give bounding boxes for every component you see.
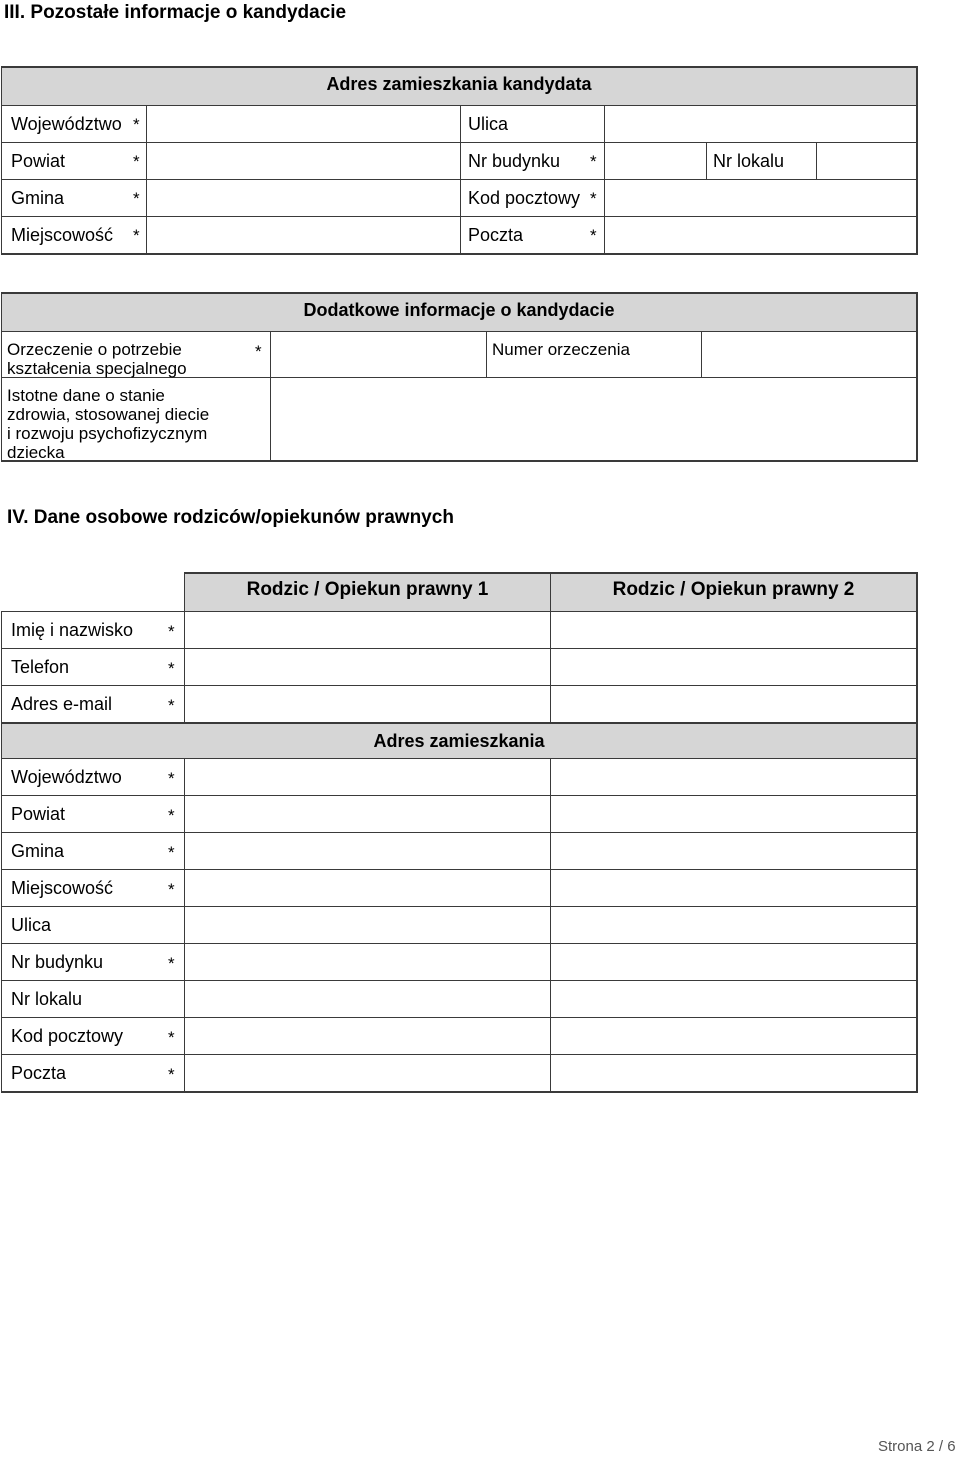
input-kod-pocztowy[interactable] [605, 180, 916, 216]
required-mark: * [168, 843, 175, 862]
input-miejscowosc[interactable] [147, 217, 460, 253]
parent-2-poczta-input[interactable] [551, 1055, 916, 1091]
label-poczta: Poczta [468, 225, 524, 245]
parent-1-powiat-input[interactable] [185, 796, 550, 832]
parent-1-telefon-input[interactable] [185, 649, 550, 685]
input-orzeczenie[interactable] [271, 332, 486, 377]
input-nr-lokalu[interactable] [817, 143, 916, 179]
parent-2-imie-input[interactable] [551, 612, 916, 648]
input-nr-budynku[interactable] [605, 143, 706, 179]
input-powiat[interactable] [147, 143, 460, 179]
input-ulica[interactable] [605, 106, 916, 142]
parent-1-kod-pocztowy-input[interactable] [185, 1018, 550, 1054]
required-mark: * [133, 115, 140, 134]
label-powiat-parent: Powiat [11, 804, 66, 824]
label-wojewodztwo-parent: Województwo [11, 767, 122, 787]
parent-1-ulica-input[interactable] [185, 907, 550, 943]
label-email: Adres e-mail [11, 694, 113, 714]
parent-2-ulica-input[interactable] [551, 907, 916, 943]
parent-2-kod-pocztowy-input[interactable] [551, 1018, 916, 1054]
section-4-title: IV. Dane osobowe rodziców/opiekunów prawnych [7, 507, 454, 528]
section-3-title: III. Pozostałe informacje o kandydacie [4, 2, 347, 23]
required-mark: * [168, 622, 175, 641]
candidate-address-header: Adres zamieszkania kandydata [326, 74, 592, 94]
parent-1-header: Rodzic / Opiekun prawny 1 [246, 579, 489, 600]
label-gmina-parent: Gmina [11, 841, 65, 861]
parent-1-gmina-input[interactable] [185, 833, 550, 869]
label-poczta-parent: Poczta [11, 1063, 67, 1083]
required-mark: * [590, 226, 597, 245]
required-mark: * [590, 152, 597, 171]
label-nr-lokalu: Nr lokalu [713, 151, 785, 171]
parents-address-header: Adres zamieszkania [373, 731, 545, 751]
label-kod-pocztowy-parent: Kod pocztowy [11, 1026, 124, 1046]
required-mark: * [168, 769, 175, 788]
label-kod-pocztowy: Kod pocztowy [468, 188, 581, 208]
label-istotne-line2: zdrowia, stosowanej diecie [7, 405, 210, 424]
additional-info-header: Dodatkowe informacje o kandydacie [303, 300, 615, 320]
label-powiat: Powiat [11, 151, 66, 171]
label-telefon: Telefon [11, 657, 70, 677]
label-nr-lokalu-parent: Nr lokalu [11, 989, 83, 1009]
label-numer-orzeczenia: Numer orzeczenia [492, 340, 630, 359]
parent-1-poczta-input[interactable] [185, 1055, 550, 1091]
required-mark: * [168, 696, 175, 715]
required-mark: * [168, 1065, 175, 1084]
label-istotne-line4: dziecka [7, 443, 65, 462]
parent-1-nr-budynku-input[interactable] [185, 944, 550, 980]
input-wojewodztwo[interactable] [147, 106, 460, 142]
parent-1-nr-lokalu-input[interactable] [185, 981, 550, 1017]
parent-1-miejscowosc-input[interactable] [185, 870, 550, 906]
label-gmina: Gmina [11, 188, 65, 208]
parent-2-miejscowosc-input[interactable] [551, 870, 916, 906]
label-imie-nazwisko: Imię i nazwisko [11, 620, 134, 640]
required-mark: * [168, 1028, 175, 1047]
required-mark: * [133, 226, 140, 245]
parent-2-nr-budynku-input[interactable] [551, 944, 916, 980]
required-mark: * [133, 152, 140, 171]
label-miejscowosc-parent: Miejscowość [11, 878, 114, 898]
parent-1-imie-input[interactable] [185, 612, 550, 648]
input-gmina[interactable] [147, 180, 460, 216]
label-ulica: Ulica [468, 114, 509, 134]
label-wojewodztwo: Województwo [11, 114, 122, 134]
parent-2-header: Rodzic / Opiekun prawny 2 [612, 579, 855, 600]
label-orzeczenie-line2: kształcenia specjalnego [7, 359, 187, 378]
required-mark: * [168, 806, 175, 825]
parent-2-powiat-input[interactable] [551, 796, 916, 832]
parent-2-nr-lokalu-input[interactable] [551, 981, 916, 1017]
label-miejscowosc: Miejscowość [11, 225, 114, 245]
label-istotne-line3: i rozwoju psychofizycznym [7, 424, 208, 443]
required-mark: * [133, 189, 140, 208]
label-istotne-line1: Istotne dane o stanie [7, 386, 165, 405]
label-nr-budynku-parent: Nr budynku [11, 952, 104, 972]
required-mark: * [590, 189, 597, 208]
parent-2-wojewodztwo-input[interactable] [551, 759, 916, 795]
required-mark: * [168, 880, 175, 899]
label-orzeczenie-line1: Orzeczenie o potrzebie [7, 340, 182, 359]
required-mark: * [168, 954, 175, 973]
parent-2-email-input[interactable] [551, 686, 916, 722]
input-numer-orzeczenia[interactable] [702, 332, 916, 377]
input-istotne-dane[interactable] [271, 378, 916, 460]
label-nr-budynku: Nr budynku [468, 151, 561, 171]
parent-1-wojewodztwo-input[interactable] [185, 759, 550, 795]
parent-2-telefon-input[interactable] [551, 649, 916, 685]
parent-2-gmina-input[interactable] [551, 833, 916, 869]
parent-1-email-input[interactable] [185, 686, 550, 722]
required-mark: * [168, 659, 175, 678]
input-poczta[interactable] [605, 217, 916, 253]
label-ulica-parent: Ulica [11, 915, 52, 935]
page-number: Strona 2 / 6 [878, 1438, 956, 1455]
required-mark: * [255, 342, 262, 361]
